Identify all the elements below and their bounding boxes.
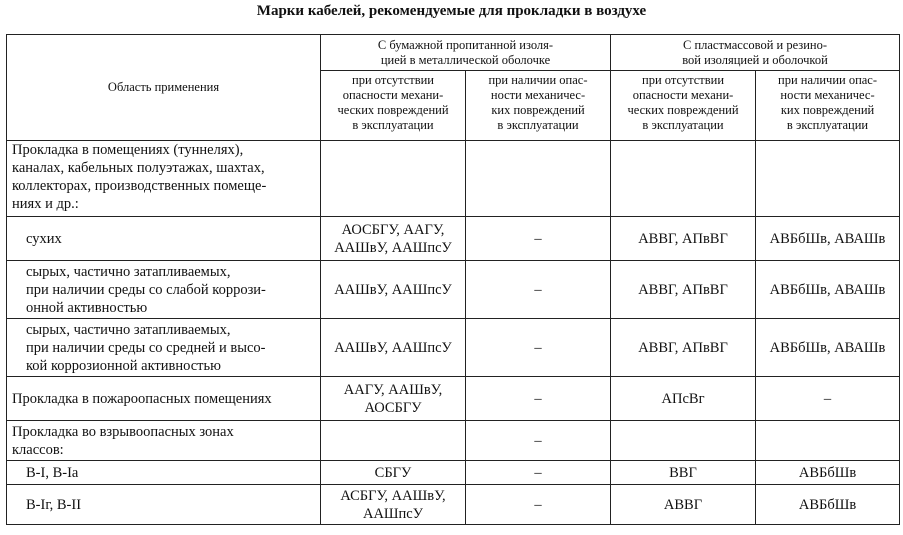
row-label: сырых, частично затапливаемых, при наличии среды со средней и высо- кой коррозионной активностью: [7, 319, 321, 377]
cell: АВБбШв: [756, 461, 900, 485]
cell: ААГУ, ААШвУ, АОСБГУ: [321, 377, 466, 421]
cell: [611, 421, 756, 461]
header-area-text: Область применения: [107, 80, 220, 94]
header-group-paper-text: С бумажной пропитанной изоля- цией в металлической оболочке: [377, 37, 554, 67]
row-label: Прокладка в помещениях (туннелях), каналах, кабельных полуэтажах, шахтах, коллекторах, производственных помеще- ниях и др.:: [7, 141, 321, 217]
cell: –: [466, 461, 611, 485]
cell: СБГУ: [321, 461, 466, 485]
cell: –: [466, 485, 611, 525]
row-label: сырых, частично затапливаемых, при наличии среды со слабой коррози- онной активностью: [7, 261, 321, 319]
cell: ВВГ: [611, 461, 756, 485]
header-plastic-with-damage-text: при наличии опас- ности механичес- ких повреждений в эксплуатации: [778, 73, 878, 132]
cell: –: [466, 319, 611, 377]
row-label: Прокладка во взрывоопасных зонах классов:: [7, 421, 321, 461]
header-group-plastic: [611, 35, 900, 71]
header-paper-with-damage: [466, 71, 611, 141]
table-row: [7, 461, 900, 485]
header-paper-with-damage-text: при наличии опас- ности механичес- ких повреждений в эксплуатации: [488, 73, 588, 132]
cell: [466, 141, 611, 217]
cell: [756, 141, 900, 217]
row-label: В-Iг, В-II: [7, 485, 321, 525]
cell: АВВГ, АПвВГ: [611, 261, 756, 319]
cell: АВВГ: [611, 485, 756, 525]
cell: [321, 421, 466, 461]
cell: АВБбШв, АВАШв: [756, 217, 900, 261]
cell: ААШвУ, ААШпсУ: [321, 261, 466, 319]
cell: [611, 141, 756, 217]
cell: АВВГ, АПвВГ: [611, 217, 756, 261]
cell: [321, 141, 466, 217]
row-label: сухих: [7, 217, 321, 261]
cell: [756, 421, 900, 461]
cell: –: [466, 217, 611, 261]
table-row: [7, 319, 900, 377]
table-row: [7, 261, 900, 319]
table-row: [7, 421, 900, 461]
table-row: [7, 377, 900, 421]
cell: АВБбШв: [756, 485, 900, 525]
cell: –: [466, 261, 611, 319]
header-paper-no-damage: [321, 71, 466, 141]
header-group-plastic-text: С пластмассовой и резино- вой изоляцией и оболочкой: [682, 37, 828, 67]
cell: АПсВг: [611, 377, 756, 421]
table-title: Марки кабелей, рекомендуемые для прокладки в воздухе: [256, 3, 647, 19]
header-area: [7, 35, 321, 141]
header-paper-no-damage-text: при отсутствии опасности механи- ческих повреждений в эксплуатации: [337, 73, 449, 132]
table-row: [7, 217, 900, 261]
cable-table: [6, 34, 900, 525]
header-plastic-no-damage-text: при отсутствии опасности механи- ческих повреждений в эксплуатации: [627, 73, 739, 132]
cell: АВБбШв, АВАШв: [756, 319, 900, 377]
cell: –: [466, 421, 611, 461]
row-label: Прокладка в пожароопасных помещениях: [7, 377, 321, 421]
cell: АСБГУ, ААШвУ, ААШпсУ: [321, 485, 466, 525]
cell: АВВГ, АПвВГ: [611, 319, 756, 377]
cell: –: [466, 377, 611, 421]
cell: АОСБГУ, ААГУ, ААШвУ, ААШпсУ: [321, 217, 466, 261]
cell: ААШвУ, ААШпсУ: [321, 319, 466, 377]
table-row: [7, 141, 900, 217]
header-plastic-with-damage: [756, 71, 900, 141]
header-plastic-no-damage: [611, 71, 756, 141]
header-group-paper: [321, 35, 611, 71]
table-row: [7, 485, 900, 525]
row-label: В-I, В-Iа: [7, 461, 321, 485]
cell: АВБбШв, АВАШв: [756, 261, 900, 319]
cell: –: [756, 377, 900, 421]
